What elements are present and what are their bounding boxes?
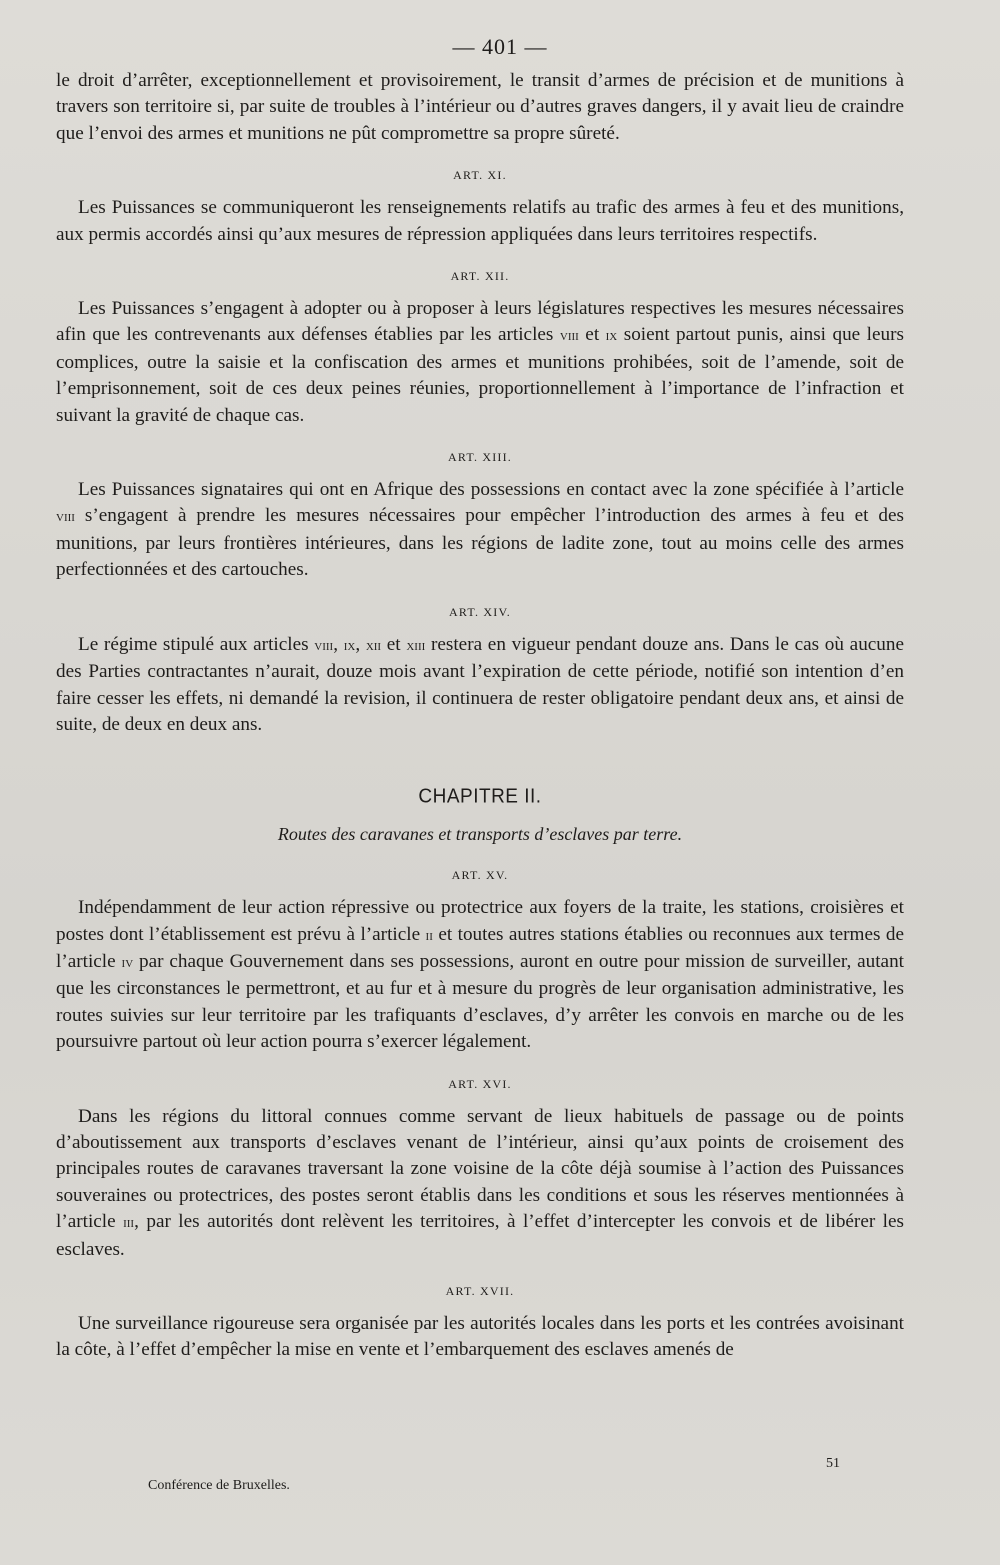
article-heading-xvii: ART. XVII. (445, 1284, 515, 1298)
roman-reference: iii (123, 1214, 135, 1232)
article-xvii-text: Une surveillance rigoureuse sera organisée par les autorités locales dans les ports et les contrées avoisinant la côte, à l’effet d’empêcher la mise en vente et l’embarquement des esclaves amenés de (56, 1313, 904, 1361)
text-run: et (578, 324, 606, 346)
text-run: , (333, 633, 344, 655)
article-heading-xv: ART. XV. (451, 868, 509, 883)
roman-reference: iv (121, 953, 134, 971)
text-run: , (355, 633, 366, 655)
text-run: et toutes autres stations établies ou reconnues aux termes de l’article (56, 923, 905, 972)
roman-reference: viii (559, 327, 579, 345)
article-xii-text (56, 296, 904, 429)
article-heading-xvi: ART. XVI. (448, 1076, 512, 1091)
text-run: Le régime stipulé aux articles (78, 633, 315, 655)
text-run: par chaque Gouvernement dans ses possessions, auront en outre pour mission de surveiller, autant que les circonstances le permettront, et au fur et à mesure du progrès de leur organisation administrative, les routes suivies sur leur territoire par les trafiquants d’esclaves, d’y arrêter les convois en marche ou de les poursuivre partout où leur action pourra s’exercer légalement. (56, 950, 904, 1053)
roman-reference: viii (56, 508, 75, 526)
text-run: restera en vigueur pendant douze ans. Dans le cas où aucune des Parties contractantes n’aurait, douze mois avant l’expiration de cette période, notifié son intention d’en faire cesser les effets, ni demandé la revision, il continuera de rester obligatoire pendant deux ans, et ainsi de suite, de deux en deux ans. (56, 633, 905, 735)
roman-reference: ix (343, 636, 356, 654)
page-number: — 401 — (452, 34, 548, 59)
article-xvi-text (56, 1104, 904, 1263)
text-run: , par les autorités dont relèvent les territoires, à l’effet d’intercepter les convois et de libérer les esclaves. (56, 1211, 904, 1260)
article-heading-xii: ART. XII. (450, 269, 510, 284)
article-heading-xiii: ART. XIII. (447, 450, 513, 465)
text-run: soient partout punis, ainsi que leurs complices, outre la saisie et la confiscation des armes et munitions prohibées, soit de l’amende, soit de l’emprisonnement, soit de ces deux peines réunies, proportionnellement à l’importance de l’infraction et suivant la gravité de chaque cas. (56, 324, 904, 426)
text-run: et (381, 633, 407, 655)
text-run: Les Puissances signataires qui ont en Afrique des possessions en contact avec la zone spécifiée à l’article (78, 479, 904, 501)
text-run: s’engagent à prendre les mesures nécessaires pour empêcher l’introduction des armes à feu et des munitions, par leurs frontières intérieures, dans les régions de ladite zone, tout au moins celle des armes perfectionnées et des cartouches. (56, 505, 904, 581)
page-body (56, 68, 904, 1364)
article-xiv-text (56, 632, 904, 739)
footer-publication: Conférence de Bruxelles. (148, 1478, 290, 1493)
paragraph-continuation: le droit d’arrêter, exceptionnellement et provisoirement, le transit d’armes de précision et de munitions à travers son territoire si, par suite de troubles à l’intérieur ou d’autres graves dangers, il y avait lieu de craindre que l’envoi des armes et munitions ne pût compromettre sa propre sûreté. (56, 70, 904, 144)
article-heading-xiv: ART. XIV. (449, 604, 511, 619)
article-xi-text: Les Puissances se communiqueront les renseignements relatifs au trafic des armes à feu et des munitions, aux permis accordés ainsi qu’aux mesures de répression appliquées dans leurs territoires respectifs. (56, 197, 904, 245)
text-run: Les Puissances s’engagent à adopter ou à proposer à leurs législatures respectives les mesures nécessaires afin que les contrevenants aux défenses établies par les articles (56, 298, 904, 346)
chapter-title: CHAPITRE II. (418, 785, 542, 809)
text-run: Dans les régions du littoral connues comme servant de lieux habituels de passage ou de points d’aboutissement aux transports d’esclaves venant de l’intérieur, ainsi qu’aux points de croisement des principales routes de caravanes traversant la zone voisine de la côte déjà soumise à l’action des Puissances souveraines ou protectrices, des postes seront établis dans les conditions et sous les réserves mentionnées à l’article (56, 1105, 904, 1233)
article-xv-text (56, 895, 904, 1055)
signature-mark: 51 (826, 1456, 840, 1471)
roman-reference: xii (365, 636, 382, 654)
roman-reference: ii (425, 926, 433, 944)
roman-reference: viii (314, 636, 334, 654)
text-run: Indépendamment de leur action répressive ou protectrice aux foyers de la traite, les stations, croisières et postes dont l’établissement est prévu à l’article (56, 897, 904, 945)
article-xiii-text (56, 477, 904, 584)
article-heading-xi: ART. XI. (453, 168, 507, 183)
chapter-subtitle: Routes des caravanes et transports d’esclaves par terre. (277, 823, 683, 844)
roman-reference: ix (605, 327, 618, 345)
roman-reference: xiii (406, 636, 426, 654)
